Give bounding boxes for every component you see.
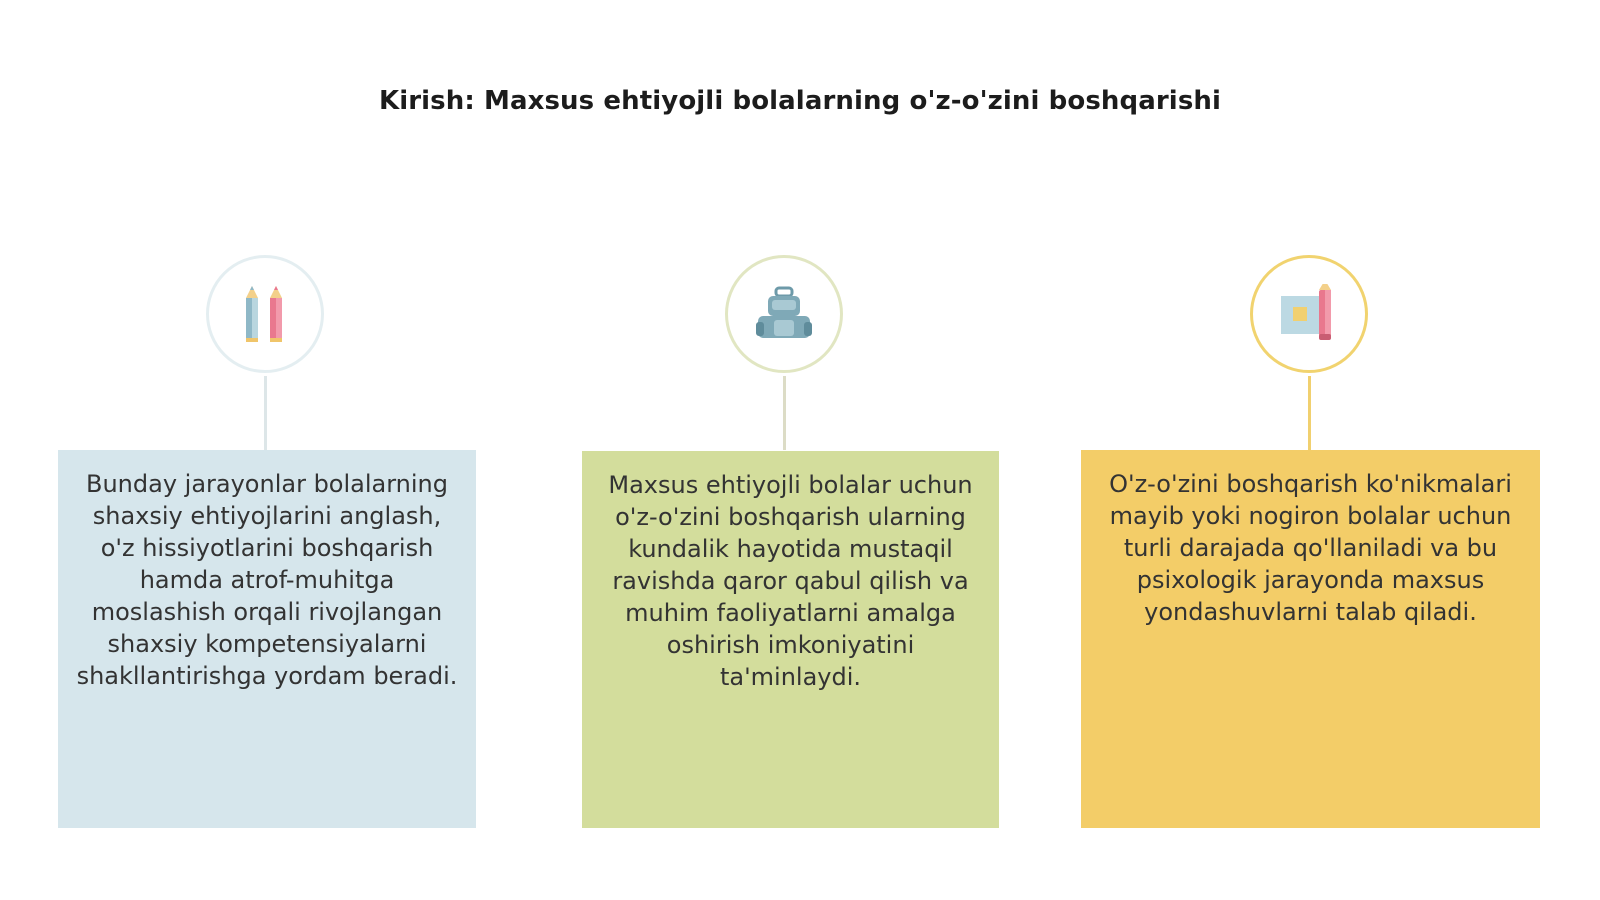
backpack-icon bbox=[754, 284, 814, 344]
connector-line-1 bbox=[264, 376, 267, 450]
card-text-2: Maxsus ehtiyojli bolalar uchun o'z-o'zini boshqarish ularning kundalik hayotida mustaqil ravishda qaror qabul qilish va muhim faoliyatlarni amalga oshirish imkoniyatini ta'minlaydi. bbox=[608, 471, 973, 691]
icon-circle-2 bbox=[725, 255, 843, 373]
icon-circle-3 bbox=[1250, 255, 1368, 373]
connector-line-3 bbox=[1308, 376, 1311, 450]
info-card-3 bbox=[1081, 450, 1540, 828]
card-text-3: O'z-o'zini boshqarish ko'nikmalari mayib yoki nogiron bolalar uchun turli darajada qo'llaniladi va bu psixologik jarayonda maxsus yondashuvlarni talab qiladi. bbox=[1109, 470, 1512, 626]
info-card-2 bbox=[582, 451, 999, 828]
info-card-1 bbox=[58, 450, 476, 828]
icon-circle-1 bbox=[206, 255, 324, 373]
drawing-board-icon bbox=[1279, 284, 1339, 344]
pencils-icon bbox=[240, 284, 290, 344]
card-text-1: Bunday jarayonlar bolalarning shaxsiy ehtiyojlarini anglash, o'z hissiyotlarini boshqarish hamda atrof-muhitga moslashish orqali rivojlangan shaxsiy kompetensiyalarni shakllantirishga yordam beradi. bbox=[76, 470, 458, 690]
slide-title: Kirish: Maxsus ehtiyojli bolalarning o'z-o'zini boshqarishi bbox=[378, 86, 1222, 116]
connector-line-2 bbox=[783, 376, 786, 450]
